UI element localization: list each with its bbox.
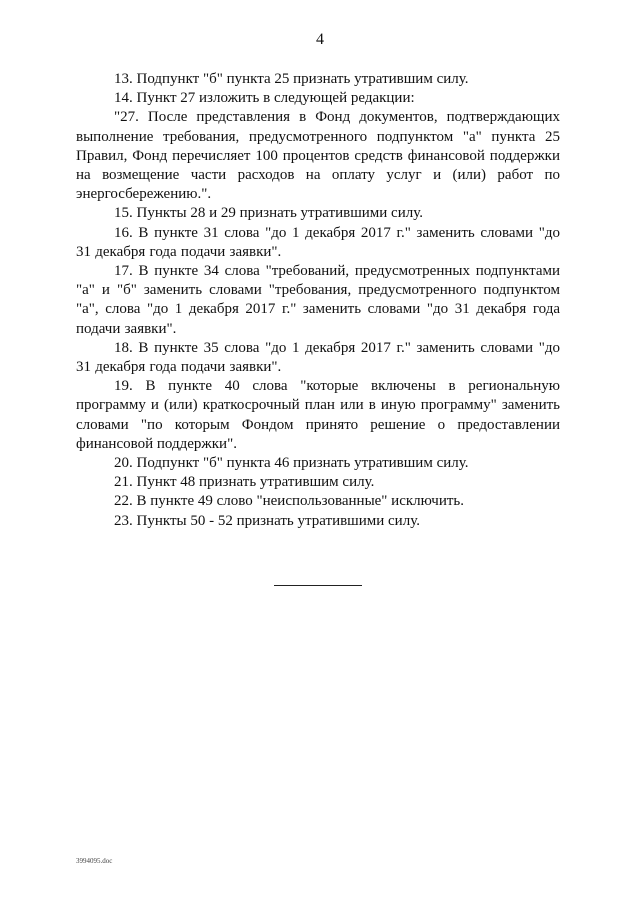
paragraph-18: 18. В пункте 35 слова "до 1 декабря 2017 г." заменить словами "до 31 декабря года подачи заявки". [76, 339, 560, 376]
file-name-footer: 3994095.doc [76, 857, 113, 865]
paragraph-14: 14. Пункт 27 изложить в следующей редакции: [114, 90, 415, 107]
paragraph-17: 17. В пункте 34 слова "требований, предусмотренных подпунктами "а" и "б" заменить словами "требования, предусмотренного подпунктом "а", слова "до 1 декабря 2017 г." заменить словами "до 31 декабря года подачи заявки". [76, 263, 560, 337]
paragraph-16: 16. В пункте 31 слова "до 1 декабря 2017 г." заменить словами "до 31 декабря года подачи заявки". [76, 224, 560, 260]
paragraph-19: 19. В пункте 40 слова "которые включены в региональную программу и (или) краткосрочный план или в иную программу" заменить словами "по которым Фондом принято решение о предоставлении финансовой поддержки". [76, 378, 560, 452]
paragraph-15: 15. Пункты 28 и 29 признать утратившими силу. [114, 205, 423, 222]
document-body [76, 70, 560, 531]
paragraph-20: 20. Подпункт "б" пункта 46 признать утратившим силу. [114, 455, 469, 472]
paragraph-13: 13. Подпункт "б" пункта 25 признать утратившим силу. [114, 71, 469, 87]
paragraph-21: 21. Пункт 48 признать утратившим силу. [114, 474, 375, 491]
end-separator-line [274, 585, 362, 586]
page-number: 4 [316, 31, 324, 48]
paragraph-23: 23. Пункты 50 - 52 признать утратившими силу. [114, 512, 420, 529]
paragraph-27-quote: "27. После представления в Фонд документов, подтверждающих выполнение требования, предусмотренного подпунктом "а" пункта 25 Правил, Фонд перечисляет 100 процентов средств финансовой поддержки на возмещение части расходов на оплату услуг и (или) работ по энергосбережению.". [76, 109, 560, 203]
paragraph-22: 22. В пункте 49 слово "неиспользованные" исключить. [114, 493, 464, 510]
